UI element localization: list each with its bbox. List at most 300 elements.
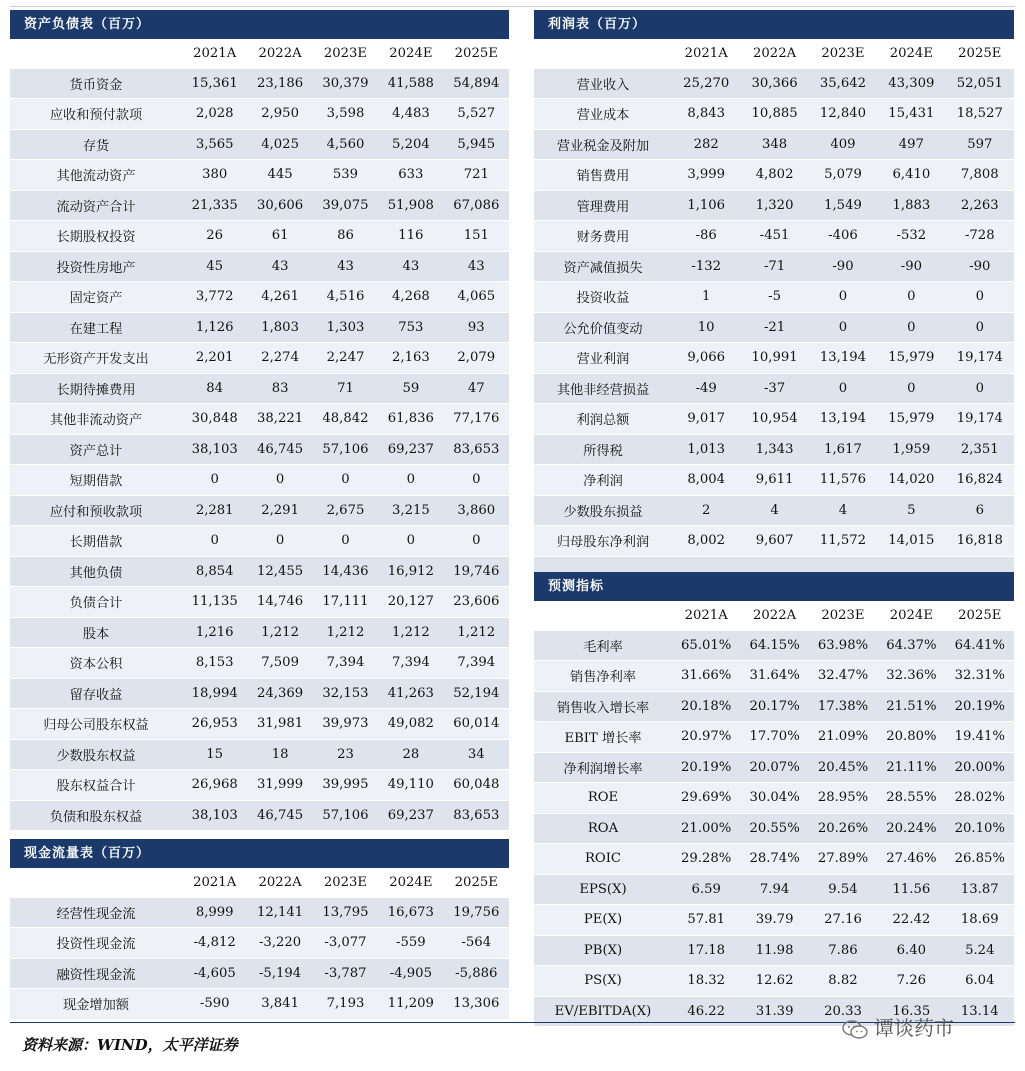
row-label: 利润总额 [534,404,672,435]
value-cell: 4,261 [247,282,312,313]
row-label: 现金增加额 [10,989,182,1020]
value-cell: 35,642 [809,69,877,99]
value-cell: 30,366 [740,69,808,99]
table-row [10,989,509,1020]
value-cell: 1,212 [444,617,509,648]
value-cell: 151 [444,221,509,252]
value-cell: 13,194 [809,404,877,435]
value-cell: 43 [378,251,443,282]
value-cell: 1,320 [740,190,808,221]
table-row [534,312,1014,343]
row-label: PS(X) [534,966,672,997]
table-row [10,465,509,496]
value-cell: 20.07% [740,752,808,783]
value-cell: 57,106 [313,434,378,465]
value-cell: 18,994 [182,678,247,709]
table-row [10,800,509,831]
row-label: 存货 [10,129,182,160]
income-statement-table [534,39,1014,557]
row-label: 投资性现金流 [10,928,182,959]
table-row [10,739,509,770]
value-cell: -49 [672,373,740,404]
value-cell: 5,204 [378,129,443,160]
row-label: 应收和预付款项 [10,99,182,130]
table-row [534,661,1014,692]
corner-cell [534,39,672,69]
value-cell: 32.47% [809,661,877,692]
row-label: 资产总计 [10,434,182,465]
table-row [534,251,1014,282]
value-cell: 16,818 [946,526,1014,557]
value-cell: 539 [313,160,378,191]
value-cell: 47 [444,373,509,404]
value-cell: 1,549 [809,190,877,221]
value-cell: -728 [946,221,1014,252]
row-label: 公允价值变动 [534,312,672,343]
year-header: 2022A [247,868,312,898]
year-header: 2021A [182,868,247,898]
value-cell: 60,014 [444,709,509,740]
value-cell: 14,746 [247,587,312,618]
value-cell: 12.62 [740,966,808,997]
value-cell: 30,379 [313,69,378,99]
value-cell: 4,268 [378,282,443,313]
value-cell: -37 [740,373,808,404]
value-cell: 1 [672,282,740,313]
value-cell: 7,193 [313,989,378,1020]
value-cell: 18 [247,739,312,770]
value-cell: -21 [740,312,808,343]
value-cell: 20.19% [946,691,1014,722]
value-cell: 20.55% [740,813,808,844]
corner-cell [10,868,182,898]
value-cell: 3,772 [182,282,247,313]
value-cell: 3,215 [378,495,443,526]
value-cell: 13.14 [946,996,1014,1027]
value-cell: 4 [740,495,808,526]
row-label: ROIC [534,844,672,875]
value-cell: -559 [378,928,443,959]
value-cell: 39.79 [740,905,808,936]
value-cell: 1,212 [313,617,378,648]
value-cell: -4,905 [378,958,443,989]
value-cell: 0 [877,373,945,404]
value-cell: 15 [182,739,247,770]
value-cell: 39,075 [313,190,378,221]
value-cell: 0 [877,312,945,343]
value-cell: 8.82 [809,966,877,997]
row-label: 销售净利率 [534,661,672,692]
value-cell: 18.69 [946,905,1014,936]
value-cell: 61 [247,221,312,252]
value-cell: 0 [444,526,509,557]
value-cell: 28.02% [946,783,1014,814]
table-row [10,556,509,587]
value-cell: 2,274 [247,343,312,374]
value-cell: 20.45% [809,752,877,783]
table-row [10,587,509,618]
value-cell: 2,247 [313,343,378,374]
value-cell: 14,015 [877,526,945,557]
value-cell: 20.19% [672,752,740,783]
value-cell: 16,824 [946,465,1014,496]
value-cell: 20.24% [877,813,945,844]
value-cell: 26.85% [946,844,1014,875]
table-row [534,495,1014,526]
table-row [10,958,509,989]
value-cell: -564 [444,928,509,959]
value-cell: 19,174 [946,343,1014,374]
value-cell: 445 [247,160,312,191]
value-cell: 11.56 [877,874,945,905]
table-row [534,631,1014,661]
value-cell: 2,351 [946,434,1014,465]
row-label: 短期借款 [10,465,182,496]
table-row [10,648,509,679]
value-cell: 2,281 [182,495,247,526]
income-statement-title: 利润表（百万） [534,10,1014,39]
row-label: 资产减值损失 [534,251,672,282]
value-cell: 13.87 [946,874,1014,905]
value-cell: 10,885 [740,99,808,130]
value-cell: 4,065 [444,282,509,313]
value-cell: -90 [809,251,877,282]
value-cell: 52,051 [946,69,1014,99]
row-label: 投资性房地产 [10,251,182,282]
value-cell: 9,611 [740,465,808,496]
table-row [10,709,509,740]
value-cell: 61,836 [378,404,443,435]
value-cell: 67,086 [444,190,509,221]
table-row [10,495,509,526]
table-row [10,129,509,160]
value-cell: 31,999 [247,770,312,801]
wechat-icon [842,1020,868,1040]
row-label: 流动资产合计 [10,190,182,221]
cash-flow-panel [10,839,509,1020]
value-cell: 16,673 [378,898,443,928]
value-cell: 27.16 [809,905,877,936]
year-header: 2023E [809,39,877,69]
value-cell: -90 [877,251,945,282]
table-row [534,813,1014,844]
year-header: 2024E [378,868,443,898]
row-label: PB(X) [534,935,672,966]
value-cell: 83,653 [444,434,509,465]
value-cell: 8,999 [182,898,247,928]
value-cell: 633 [378,160,443,191]
row-label: 少数股东损益 [534,495,672,526]
value-cell: 0 [444,465,509,496]
value-cell: 43 [247,251,312,282]
value-cell: 20.26% [809,813,877,844]
value-cell: 0 [946,312,1014,343]
row-label: 固定资产 [10,282,182,313]
value-cell: 49,082 [378,709,443,740]
table-row [10,99,509,130]
value-cell: 30,848 [182,404,247,435]
value-cell: 20.97% [672,722,740,753]
value-cell: 27.89% [809,844,877,875]
value-cell: -532 [877,221,945,252]
value-cell: 93 [444,312,509,343]
value-cell: 27.46% [877,844,945,875]
row-label: 净利润增长率 [534,752,672,783]
value-cell: 7.86 [809,935,877,966]
value-cell: 0 [182,526,247,557]
table-row [534,190,1014,221]
row-label: 长期股权投资 [10,221,182,252]
value-cell: 26,968 [182,770,247,801]
year-header: 2021A [672,39,740,69]
year-header: 2024E [877,39,945,69]
value-cell: 38,103 [182,800,247,831]
value-cell: 3,860 [444,495,509,526]
value-cell: 8,153 [182,648,247,679]
row-label: 销售费用 [534,160,672,191]
value-cell: 4,560 [313,129,378,160]
value-cell: 48,842 [313,404,378,435]
value-cell: 15,431 [877,99,945,130]
table-row [10,312,509,343]
row-label: 资本公积 [10,648,182,679]
row-label: 营业利润 [534,343,672,374]
value-cell: 65.01% [672,631,740,661]
value-cell: -3,220 [247,928,312,959]
table-row [534,282,1014,313]
value-cell: 0 [247,526,312,557]
row-label: 毛利率 [534,631,672,661]
value-cell: 348 [740,129,808,160]
value-cell: 39,995 [313,770,378,801]
row-label: 留存收益 [10,678,182,709]
value-cell: 52,194 [444,678,509,709]
row-label: ROA [534,813,672,844]
year-header: 2025E [444,39,509,69]
value-cell: 18.32 [672,966,740,997]
row-label: 净利润 [534,465,672,496]
value-cell: 9,017 [672,404,740,435]
table-row [10,221,509,252]
value-cell: 83,653 [444,800,509,831]
table-row [10,373,509,404]
value-cell: 5,945 [444,129,509,160]
value-cell: 21.51% [877,691,945,722]
value-cell: 29.69% [672,783,740,814]
row-label: 归母公司股东权益 [10,709,182,740]
value-cell: 3,841 [247,989,312,1020]
table-row [10,678,509,709]
value-cell: 26,953 [182,709,247,740]
value-cell: 1,013 [672,434,740,465]
value-cell: 20.18% [672,691,740,722]
value-cell: 39,973 [313,709,378,740]
value-cell: -71 [740,251,808,282]
value-cell: 409 [809,129,877,160]
value-cell: 45 [182,251,247,282]
value-cell: 17,111 [313,587,378,618]
value-cell: 63.98% [809,631,877,661]
value-cell: 22.42 [877,905,945,936]
table-row [10,526,509,557]
forecast-panel [534,572,1014,1027]
value-cell: 19,756 [444,898,509,928]
value-cell: -406 [809,221,877,252]
value-cell: 10,991 [740,343,808,374]
value-cell: 57.81 [672,905,740,936]
value-cell: 84 [182,373,247,404]
value-cell: 43 [313,251,378,282]
year-header: 2022A [740,39,808,69]
value-cell: 8,004 [672,465,740,496]
value-cell: 11,135 [182,587,247,618]
table-row [534,526,1014,557]
value-cell: 4,483 [378,99,443,130]
table-row [534,129,1014,160]
table-row [10,928,509,959]
value-cell: 2,263 [946,190,1014,221]
value-cell: 38,103 [182,434,247,465]
value-cell: 11,209 [378,989,443,1020]
table-row [534,221,1014,252]
value-cell: -451 [740,221,808,252]
value-cell: 21.00% [672,813,740,844]
value-cell: 86 [313,221,378,252]
value-cell: 5,079 [809,160,877,191]
value-cell: 59 [378,373,443,404]
value-cell: 46,745 [247,434,312,465]
value-cell: -4,605 [182,958,247,989]
value-cell: 28.74% [740,844,808,875]
row-label: 其他流动资产 [10,160,182,191]
value-cell: -5,886 [444,958,509,989]
value-cell: 1,883 [877,190,945,221]
row-label: 股本 [10,617,182,648]
row-label: 营业收入 [534,69,672,99]
value-cell: 54,894 [444,69,509,99]
value-cell: 0 [809,282,877,313]
corner-cell [10,39,182,69]
table-row [534,722,1014,753]
value-cell: 7,509 [247,648,312,679]
value-cell: 20.80% [877,722,945,753]
value-cell: 17.18 [672,935,740,966]
value-cell: 46,745 [247,800,312,831]
value-cell: 15,979 [877,404,945,435]
year-header: 2021A [672,601,740,631]
value-cell: 19,746 [444,556,509,587]
value-cell: 0 [182,465,247,496]
table-row [534,844,1014,875]
year-header: 2024E [378,39,443,69]
row-label: 经营性现金流 [10,898,182,928]
value-cell: 4,025 [247,129,312,160]
value-cell: 26 [182,221,247,252]
row-label: EV/EBITDA(X) [534,996,672,1027]
value-cell: 16.35 [877,996,945,1027]
value-cell: 25,270 [672,69,740,99]
value-cell: 9,607 [740,526,808,557]
year-header: 2025E [946,601,1014,631]
value-cell: 64.37% [877,631,945,661]
row-label: 少数股东权益 [10,739,182,770]
value-cell: 31.39 [740,996,808,1027]
value-cell: 753 [378,312,443,343]
value-cell: 23 [313,739,378,770]
value-cell: 14,436 [313,556,378,587]
value-cell: 12,455 [247,556,312,587]
value-cell: 0 [247,465,312,496]
value-cell: 13,795 [313,898,378,928]
column-header-row [534,39,1014,69]
value-cell: 7,808 [946,160,1014,191]
value-cell: 9,066 [672,343,740,374]
value-cell: 2,675 [313,495,378,526]
balance-sheet-table [10,39,509,831]
value-cell: 7,394 [378,648,443,679]
value-cell: 20.00% [946,752,1014,783]
value-cell: 0 [809,373,877,404]
value-cell: 1,617 [809,434,877,465]
value-cell: 15,361 [182,69,247,99]
row-label: 财务费用 [534,221,672,252]
value-cell: 28.95% [809,783,877,814]
value-cell: 5.24 [946,935,1014,966]
table-row [10,343,509,374]
row-label: 其他非流动资产 [10,404,182,435]
value-cell: 5 [877,495,945,526]
value-cell: -132 [672,251,740,282]
value-cell: 380 [182,160,247,191]
year-header: 2023E [313,868,378,898]
value-cell: 2,163 [378,343,443,374]
balance-sheet-title: 资产负债表（百万） [10,10,509,39]
table-row [534,874,1014,905]
table-row [10,190,509,221]
cash-flow-title: 现金流量表（百万） [10,839,509,868]
value-cell: 6.59 [672,874,740,905]
row-label: ROE [534,783,672,814]
value-cell: 29.28% [672,844,740,875]
value-cell: 30.04% [740,783,808,814]
value-cell: 83 [247,373,312,404]
value-cell: 17.70% [740,722,808,753]
value-cell: 31.66% [672,661,740,692]
table-row [534,160,1014,191]
row-label: EBIT 增长率 [534,722,672,753]
income-statement-panel [534,10,1014,587]
value-cell: 69,237 [378,800,443,831]
value-cell: 77,176 [444,404,509,435]
value-cell: 32.31% [946,661,1014,692]
row-label: 归母股东净利润 [534,526,672,557]
value-cell: 11.98 [740,935,808,966]
year-header: 2023E [809,601,877,631]
year-header: 2021A [182,39,247,69]
value-cell: 0 [946,282,1014,313]
value-cell: 32,153 [313,678,378,709]
row-label: 营业成本 [534,99,672,130]
value-cell: 4 [809,495,877,526]
balance-sheet-panel [10,10,509,831]
value-cell: 20.10% [946,813,1014,844]
value-cell: 597 [946,129,1014,160]
value-cell: 4,802 [740,160,808,191]
value-cell: 1,303 [313,312,378,343]
table-row [534,99,1014,130]
value-cell: 7,394 [313,648,378,679]
value-cell: 1,803 [247,312,312,343]
